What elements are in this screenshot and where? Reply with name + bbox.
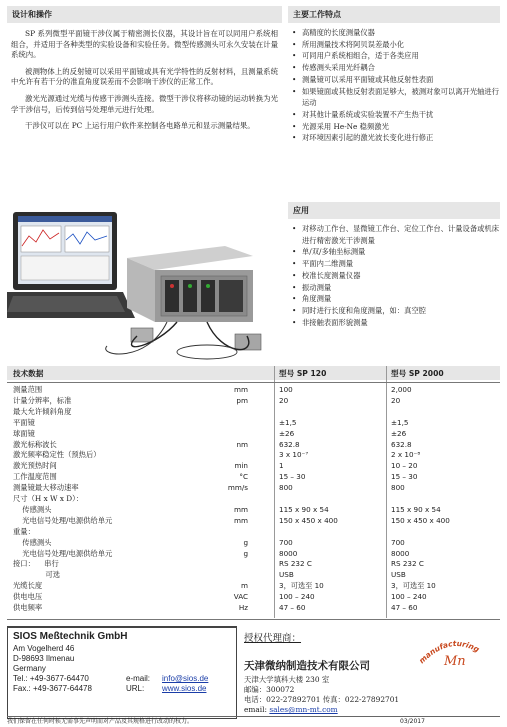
- company-url-label: URL:: [126, 684, 145, 693]
- company-country: Germany: [13, 664, 46, 673]
- company-url-link[interactable]: www.sios.de: [162, 684, 207, 693]
- spec-value-sp120: 1: [279, 461, 284, 471]
- applications-heading: 应用: [288, 202, 500, 219]
- feature-item: • 所用测量技术将阿贝误差最小化: [292, 39, 500, 51]
- spec-value-sp2000: 632.8: [391, 439, 412, 449]
- model-1-header: 型号 SP 120: [279, 369, 327, 378]
- spec-value-sp120: 150 x 450 x 400: [279, 515, 338, 525]
- spec-unit: mm: [233, 504, 248, 514]
- spec-label: 传感测头: [13, 537, 52, 547]
- spec-label: 计量分辨率，标准: [13, 395, 72, 405]
- design-section: [7, 6, 282, 132]
- spec-unit: mm/s: [227, 483, 248, 493]
- spec-value-sp120: 47 – 60: [279, 603, 306, 612]
- logo-letters: Mn: [444, 654, 466, 668]
- spec-label: 激光频率稳定性（预热后）: [13, 450, 101, 460]
- spec-value-sp2000: 10 – 20: [391, 461, 418, 471]
- spec-unit: g: [243, 537, 248, 547]
- application-item: • 振动测量: [292, 282, 500, 294]
- company-email-label: e-mail:: [126, 674, 151, 683]
- design-paragraph-4: 干涉仪可以在 PC 上运行用户软件来控制各电路单元和显示测量结果。: [25, 121, 255, 131]
- manufacturing-logo: [416, 634, 496, 668]
- design-paragraph-3: 激光光源通过光缆与传感干涉测头连接。微型干涉仪将移动镜的运动转换为光学干涉信号，后传到信号处理单元进行处理。: [11, 93, 278, 114]
- spec-value-sp120: 15 – 30: [279, 472, 306, 482]
- spec-label: 重量：: [13, 526, 35, 536]
- company-email-link[interactable]: info@sios.de: [162, 674, 209, 683]
- spec-value-sp2000: USB: [391, 570, 406, 580]
- spec-value-sp120: 3 x 10⁻⁷: [279, 450, 309, 460]
- spec-label: 供电频率: [13, 603, 43, 612]
- spec-value-sp120: 3，可选至 10: [279, 581, 324, 591]
- spec-value-sp2000: 15 – 30: [391, 472, 418, 482]
- spec-table: [7, 382, 500, 620]
- feature-item: • 测量镜可以采用平面镜或其他反射性表面: [292, 74, 500, 86]
- spec-value-sp2000: 800: [391, 483, 405, 493]
- spec-label: 光缆长度: [13, 581, 43, 591]
- feature-item: • 传感测头采用光纤耦合: [292, 62, 500, 74]
- spec-label: 激光标称波长: [13, 439, 57, 449]
- agent-postcode: 邮编：300072: [244, 685, 295, 694]
- spec-value-sp2000: 150 x 450 x 400: [391, 515, 450, 525]
- features-section: [288, 6, 500, 144]
- application-item: • 校准长度测量仪器: [292, 270, 500, 282]
- spec-value-sp120: 115 x 90 x 54: [279, 504, 329, 514]
- agent-box: [244, 626, 500, 716]
- spec-value-sp120: 700: [279, 537, 293, 547]
- application-item: • 平面内二维测量: [292, 258, 500, 270]
- company-fax: Fax.: +49-3677-64478: [13, 684, 92, 693]
- spec-label: 测量镜最大移动速率: [13, 483, 79, 493]
- design-paragraph-1: SP 系列微型平面镜干涉仪属于精密测长仪器，其设计旨在可以同用户系统相组合，并适用于各种类型的实验设备和实验任务。微型传感测头可永久安装在计量系统内。: [11, 29, 278, 60]
- spec-value-sp2000: 2,000: [391, 385, 412, 394]
- spec-unit: mm: [233, 385, 248, 394]
- design-paragraph-2: 被测物体上的反射镜可以采用平面镜或具有光学特性的反射材料，且测量系统中允许有若干分的准直角度误差而不会影响干涉仪的正常工作。: [11, 66, 278, 87]
- agent-title: 授权代理商：: [244, 633, 302, 644]
- application-item: • 对移动工作台、显微镜工作台、定位工作台、计量设备或机床进行精密激光干涉测量: [292, 223, 500, 246]
- spec-unit: mm: [233, 515, 248, 525]
- footer: [7, 716, 500, 727]
- spec-unit: min: [234, 461, 248, 471]
- spec-unit: g: [243, 548, 248, 558]
- spec-label: 测量范围: [13, 385, 43, 394]
- application-item: • 同时进行长度和角度测量，如：真空腔: [292, 305, 500, 317]
- footer-disclaimer: 我们保留在任何时候无需事先声明而对产品及其规格进行改动的权力。: [7, 718, 194, 725]
- spec-label: 接口： 串行: [13, 559, 59, 569]
- spec-value-sp2000: 2 x 10⁻⁸: [391, 450, 421, 460]
- spec-value-sp2000: ±26: [391, 428, 407, 438]
- spec-label: 激光预热时间: [13, 461, 57, 471]
- spec-value-sp120: 632.8: [279, 439, 300, 449]
- spec-value-sp2000: ±1,5: [391, 417, 409, 427]
- spec-unit: Hz: [238, 603, 248, 612]
- spec-value-sp120: ±1,5: [279, 417, 297, 427]
- spec-value-sp2000: 8000: [391, 548, 410, 558]
- spec-value-sp2000: 3，可选至 10: [391, 581, 436, 591]
- spec-label: 球面镜: [13, 428, 35, 438]
- feature-item: • 如果镜面或其他反射表面足够大，被测对象可以离开光轴进行运动: [292, 86, 500, 109]
- spec-label: 尺寸（H x W x D）：: [13, 494, 84, 503]
- design-heading: 设计和操作: [7, 6, 282, 23]
- agent-email-row: [244, 705, 500, 715]
- application-item: • 非接触表面形貌测量: [292, 317, 500, 329]
- spec-unit: °C: [239, 472, 248, 482]
- spec-value-sp2000: 20: [391, 395, 401, 405]
- application-item: • 单/双/多轴坐标测量: [292, 246, 500, 258]
- spec-unit: nm: [236, 439, 248, 449]
- feature-item: • 可同用户系统相组合，适于各类应用: [292, 50, 500, 62]
- spec-header: [7, 366, 500, 380]
- spec-label: 传感测头: [13, 504, 52, 514]
- application-item: • 角度测量: [292, 293, 500, 305]
- feature-item: • 对其他计量系统或实验装置不产生热干扰: [292, 109, 500, 121]
- applications-list: [288, 223, 500, 328]
- footer-date: 03/2017: [400, 718, 425, 725]
- spec-value-sp2000: 47 – 60: [391, 603, 418, 612]
- spec-unit: m: [240, 581, 248, 591]
- spec-unit: pm: [236, 395, 248, 405]
- company-tel: Tel.: +49-3677-64470: [13, 674, 89, 683]
- product-photo: [7, 206, 282, 364]
- spec-unit: VAC: [233, 592, 248, 602]
- features-list: [288, 27, 500, 144]
- spec-value-sp120: 20: [279, 395, 289, 405]
- spec-heading: 技术数据: [13, 369, 44, 378]
- company-box: [7, 626, 237, 719]
- spec-value-sp120: 800: [279, 483, 293, 493]
- feature-item: • 高精度的长度测量仪器: [292, 27, 500, 39]
- company-name: SIOS Meßtechnik GmbH: [13, 631, 128, 642]
- company-fax-row: [8, 684, 236, 694]
- spec-value-sp120: ±26: [279, 428, 295, 438]
- spec-value-sp120: 100 – 240: [279, 592, 315, 602]
- spec-label: 工作温度范围: [13, 472, 57, 482]
- feature-item: • 对环境因素引起的激光波长变化进行修正: [292, 132, 500, 144]
- company-tel-row: [8, 674, 236, 684]
- agent-address: 天津大学填科大楼 230 室: [244, 675, 330, 684]
- spec-value-sp2000: 115 x 90 x 54: [391, 504, 441, 514]
- agent-email-link[interactable]: sales@mn-mt.com: [269, 705, 338, 714]
- spec-value-sp120: 8000: [279, 548, 298, 558]
- spec-value-sp2000: RS 232 C: [391, 559, 424, 569]
- agent-email-label: email:: [244, 705, 270, 714]
- spec-label: 平面镜: [13, 417, 35, 427]
- spec-value-sp120: RS 232 C: [279, 559, 312, 569]
- spec-label: 光电信号处理/电源供给单元: [13, 515, 113, 525]
- applications-section: [288, 202, 500, 328]
- feature-item: • 光源采用 He-Ne 稳频激光: [292, 121, 500, 133]
- company-city: D-98693 Ilmenau: [13, 654, 75, 663]
- agent-name: 天津微纳制造技术有限公司: [244, 660, 370, 672]
- spec-label: 光电信号处理/电源供给单元: [13, 548, 113, 558]
- spec-value-sp120: 100: [279, 385, 293, 394]
- spec-label: 可选: [13, 570, 61, 580]
- spec-value-sp2000: 700: [391, 537, 405, 547]
- model-2-header: 型号 SP 2000: [391, 369, 444, 378]
- spec-label: 供电电压: [13, 592, 43, 602]
- agent-phone: 电话：022-27892701 传真：022-27892701: [244, 695, 400, 704]
- spec-label: 最大允许倾斜角度: [13, 406, 72, 416]
- company-street: Am Vogelherd 46: [13, 644, 75, 653]
- spec-value-sp2000: 100 – 240: [391, 592, 427, 602]
- features-heading: 主要工作特点: [288, 6, 500, 23]
- spec-value-sp120: USB: [279, 570, 294, 580]
- logo-arc-text: manufacturing: [417, 638, 481, 666]
